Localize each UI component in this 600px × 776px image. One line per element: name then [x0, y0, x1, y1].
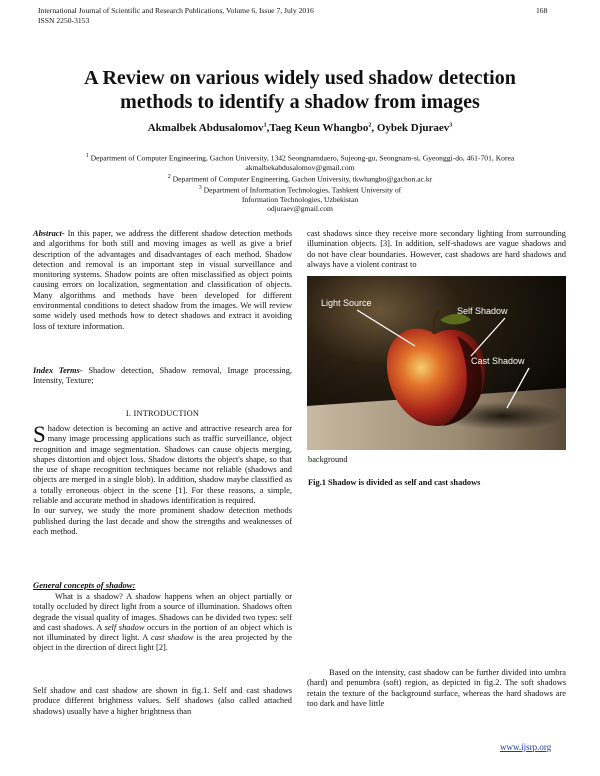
index-terms-label: Index Terms [33, 366, 80, 375]
title-line-2: methods to identify a shadow from images [120, 91, 480, 113]
page-number: 168 [536, 6, 548, 15]
affiliations [30, 152, 570, 214]
general-text-3: is the area projected by the object in the direction of direct light [2]. [33, 633, 292, 653]
paper-title [30, 66, 570, 114]
intro-paragraph-1: hadow detection is becoming an active and attractive research area for many image processing applications such as traffic surveillance, object recognition and image segmentation. Shadows can cause objects merging, shapes distortion and object loss. Shadow distorts the object's shape, so that the use of shape recognition techniques became not reliable (shadows and objects are merged in a single blob). In addition, shadow maybe classified as a totally erroneous object in the scene [1]. For these reasons, a simple, reliable and accurate method in shadows identification is required. [33, 424, 292, 506]
author-3-sup: 3 [449, 122, 453, 129]
abstract [33, 229, 292, 332]
affiliation-1-text: Department of Computer Engineering, Gachon University, 1342 Seongnamdaero, Sujeong-gu, Seongnam-si, Gyeonggi-do, 461-701, Korea [88, 153, 515, 163]
figure-trailing-word: background [308, 455, 348, 464]
index-terms [33, 366, 292, 387]
author-list [30, 122, 570, 134]
author-2: ,Taeg Keun Whangbo [266, 122, 369, 134]
right-bottom-paragraph [307, 668, 566, 709]
author-1-sup: 1 [263, 122, 267, 129]
journal-name: International Journal of Scientific and Research Publications, Volume 6, Issue 7, July 2016 [38, 6, 314, 15]
section-heading-introduction: I. INTRODUCTION [125, 409, 200, 418]
term-self-shadow: self shadow [104, 622, 145, 632]
affiliation-1-sup: 1 [85, 153, 89, 159]
apple-shadow-illustration [307, 276, 566, 450]
affiliation-2 [30, 173, 570, 184]
right-top-paragraph: cast shadows since they receive more secondary lighting from surrounding illumination objects. [3]. In addition, self-shadows are vague shadows and do not have clear boundaries. However, cast shadows are hard shadows and always have a violent contrast to [307, 229, 566, 269]
affiliation-3-sup: 3 [198, 184, 202, 191]
label-self-shadow: Self Shadow [457, 306, 508, 316]
author-2-sup: 2 [368, 122, 372, 129]
affiliation-3 [30, 184, 570, 195]
general-text-1: What is a shadow? A shadow happens when an object partially or totally occluded by direct light from a source of illumination. Shadows often degrade the visual quality of images. Shadows can be divided two types: self and cast shadows. A [33, 592, 292, 632]
author-3: , Oybek Djuraev [371, 122, 450, 134]
affiliation-1 [30, 152, 570, 163]
subsection-heading-general-concepts: General concepts of shadow: [33, 580, 136, 590]
journal-header [38, 6, 314, 26]
term-cast-shadow: cast shadow [151, 633, 194, 643]
footer-website-link[interactable]: www.ijsrp.org [500, 742, 552, 752]
affiliation-2-text: Department of Computer Engineering, Gachon University, tkwhangbo@gachon.ac.kr [170, 174, 433, 184]
author-1: Akmalbek Abdusalomov [147, 122, 264, 134]
index-terms-text: - Shadow detection, Shadow removal, Image processing, Intensity, Texture; [33, 366, 293, 386]
affiliation-1-email: akmalbekabdusalomov@gmail.com [245, 163, 355, 173]
abstract-text: In this paper, we address the different shadow detection methods and algorithms for both still and moving images as well as give a brief description of the advantages and disadvantages of each method. Shadow detection and removal is an important step in visual surveillance and monitoring systems. Shadow points are often misclassified as object points causing errors on localization, segmentation and classification of objects. Many algorithms and methods have been developed for different environmental conditions to detect shadow from the images. We will review some widely used methods how to detect shadows and extract it avoiding loss of texture information. [33, 229, 292, 331]
abstract-label: Abstract- [33, 229, 65, 238]
general-concepts-body [33, 592, 292, 654]
affiliation-2-sup: 2 [167, 173, 171, 180]
general-text-2: occurs in the portion of an object which is not illuminated by direct light. A [33, 622, 292, 643]
issn: ISSN 2250-3153 [38, 16, 90, 25]
label-light-source: Light Source [321, 298, 372, 308]
figure-1-apple-shadow [307, 276, 566, 450]
left-bottom-paragraph: Self shadow and cast shadow are shown in fig.1. Self and cast shadows produce different brightness values. Self shadows (also called attached shadows) usually have a higher brightness than [33, 686, 292, 716]
affiliation-3-email: odjuraev@gmail.com [267, 204, 333, 214]
right-bottom-text: Based on the intensity, cast shadow can be further divided into umbra (hard) and penumbra (soft) region, as depicted in fig.2. The soft shadows retain the texture of the background surface, whereas the hard shadows are too dark and have little [307, 668, 566, 708]
figure-1-caption: Fig.1 Shadow is divided as self and cast shadows [308, 478, 481, 487]
intro-paragraph-2: In our survey, we study the more prominent shadow detection methods published during the last decade and show the strengths and weaknesses of each method. [33, 506, 292, 536]
label-cast-shadow: Cast Shadow [471, 356, 525, 366]
drop-cap: S [33, 422, 46, 447]
affiliation-3-line-2: Information Technologies, Uzbekistan [241, 194, 359, 204]
introduction-body [33, 424, 292, 537]
title-line-1: A Review on various widely used shadow detection [84, 67, 516, 89]
affiliation-3-text: Department of Information Technologies, Tashkent University of [201, 185, 402, 195]
